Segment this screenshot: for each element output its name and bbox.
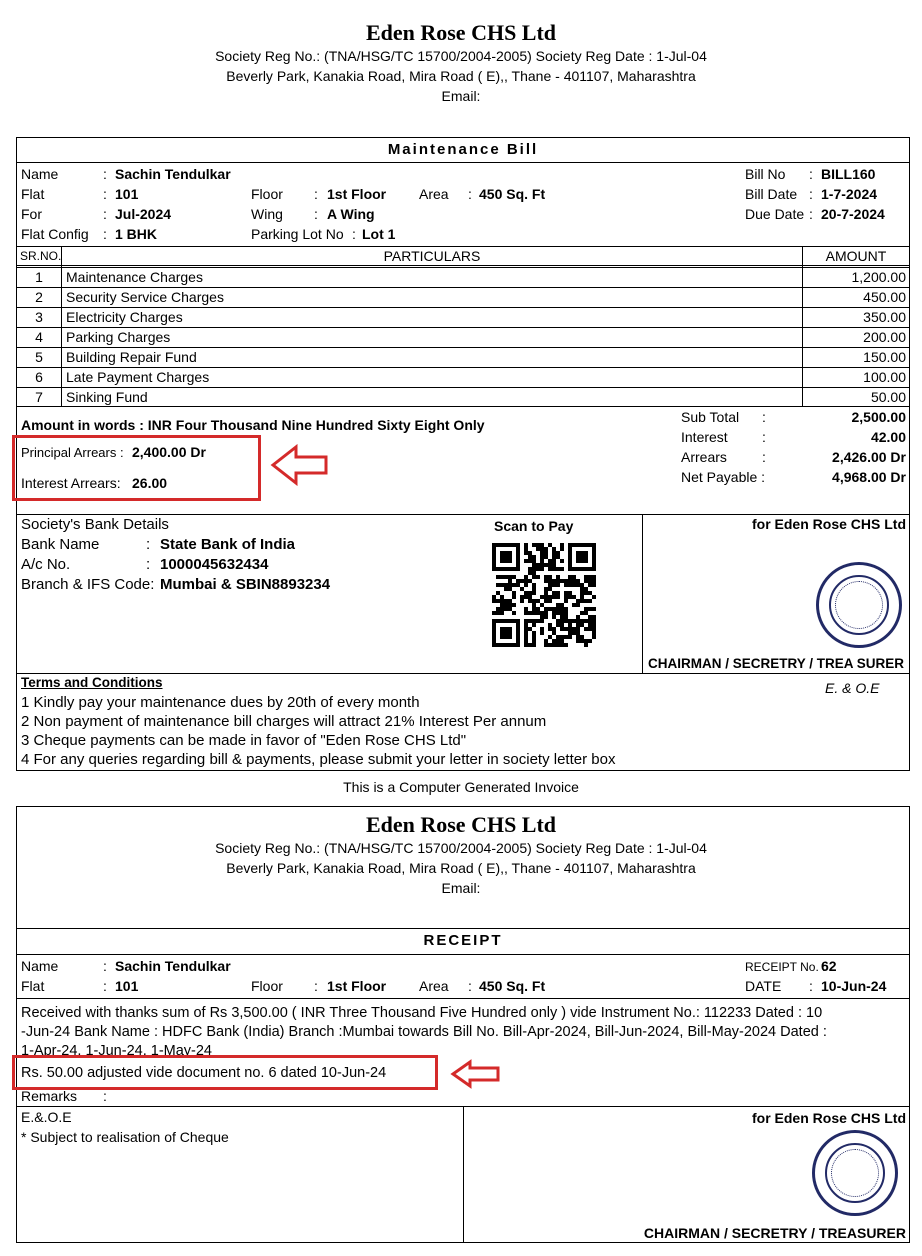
- receipt-flat-value: 101: [115, 978, 139, 994]
- receipt-area-value: 450 Sq. Ft: [479, 978, 546, 994]
- bank-details-title: Society's Bank Details: [21, 516, 169, 533]
- item-particular: Building Repair Fund: [66, 349, 197, 365]
- flat-value: 101: [115, 186, 139, 202]
- col-sr-header: SR.NO.: [20, 249, 62, 263]
- arrears-highlight-box: [12, 435, 261, 501]
- amount-in-words: Amount in words : INR Four Thousand Nine Hundred Sixty Eight Only: [21, 417, 485, 433]
- floor-label: Floor: [251, 186, 283, 202]
- account-no-value: 1000045632434: [160, 556, 269, 573]
- net-payable-value: 4,968.00 Dr: [832, 469, 906, 485]
- term-item: 4 For any queries regarding bill & payments, please submit your letter in society letter box: [21, 751, 616, 768]
- subtotal-value: 2,500.00: [851, 409, 906, 425]
- name-label: Name: [21, 166, 59, 182]
- remarks-label: Remarks: [21, 1088, 78, 1104]
- branch-ifs-value: Mumbai & SBIN8893234: [160, 576, 331, 593]
- net-payable-label: Net Payable :: [681, 469, 766, 485]
- parking-value: Lot 1: [362, 226, 396, 242]
- receipt-body-line-2: -Jun-24 Bank Name : HDFC Bank (India) Branch :Mumbai towards Bill No. Bill-Apr-2024, Bill-Jun-2024, Bill-May-2024 Dated :: [21, 1024, 827, 1040]
- item-sr: 5: [35, 349, 43, 365]
- receipt-name-value: Sachin Tendulkar: [115, 958, 231, 974]
- due-date-label: Due Date: [745, 206, 805, 222]
- for-value: Jul-2024: [115, 206, 172, 222]
- interest-arrears-label: Interest Arrears:: [21, 475, 121, 491]
- receipt-no-label: RECEIPT No. :: [745, 960, 826, 974]
- item-amount: 200.00: [863, 329, 906, 345]
- arrears-value: 2,426.00 Dr: [832, 449, 906, 465]
- item-amount: 450.00: [863, 289, 906, 305]
- receipt-reg-line: Society Reg No.: (TNA/HSG/TC 15700/2004-2005) Society Reg Date : 1-Jul-04: [215, 840, 707, 856]
- scan-to-pay-label: Scan to Pay: [494, 518, 574, 534]
- principal-arrears-label: Principal Arrears :: [21, 445, 124, 460]
- item-particular: Electricity Charges: [66, 309, 183, 325]
- receipt-no-value: 62: [821, 958, 837, 974]
- account-no-label: A/c No.: [21, 556, 71, 573]
- flat-config-label: Flat Config: [21, 226, 89, 242]
- arrow-left-icon-2: [450, 1059, 502, 1089]
- item-amount: 100.00: [863, 369, 906, 385]
- term-item: 1 Kindly pay your maintenance dues by 20th of every month: [21, 694, 420, 711]
- receipt-floor-label: Floor: [251, 978, 283, 994]
- receipt-stamp-seal-icon: [812, 1130, 898, 1216]
- receipt-body-line-1: Received with thanks sum of Rs 3,500.00 ( INR Three Thousand Five Hundred only ) vide Instrument No.: 112233 Dated : 10: [21, 1005, 823, 1021]
- receipt-date-value: 10-Jun-24: [821, 978, 887, 994]
- receipt-flat-label: Flat: [21, 978, 45, 994]
- for-label: For: [21, 206, 42, 222]
- receipt-email: Email:: [441, 880, 481, 896]
- bill-eoe: E. & O.E: [825, 680, 880, 696]
- item-particular: Security Service Charges: [66, 289, 224, 305]
- terms-title: Terms and Conditions: [21, 675, 163, 690]
- item-amount: 1,200.00: [851, 269, 906, 285]
- item-particular: Maintenance Charges: [66, 269, 203, 285]
- adjusted-highlight-box: [12, 1055, 438, 1090]
- arrears-label: Arrears: [681, 449, 727, 465]
- item-sr: 7: [35, 389, 43, 405]
- bill-date-value: 1-7-2024: [821, 186, 878, 202]
- wing-label: Wing: [251, 206, 283, 222]
- area-value: 450 Sq. Ft: [479, 186, 546, 202]
- arrow-left-icon: [270, 444, 330, 486]
- receipt-eoe: E.&.O.E: [21, 1109, 72, 1125]
- society-address: Beverly Park, Kanakia Road, Mira Road ( E),, Thane - 401107, Maharashtra: [226, 68, 696, 84]
- item-sr: 1: [35, 269, 43, 285]
- item-particular: Sinking Fund: [66, 389, 148, 405]
- due-date-value: 20-7-2024: [821, 206, 885, 222]
- name-value: Sachin Tendulkar: [115, 166, 231, 182]
- society-name: Eden Rose CHS Ltd: [365, 20, 557, 45]
- bill-no-value: BILL160: [821, 166, 876, 182]
- adjusted-note: Rs. 50.00 adjusted vide document no. 6 dated 10-Jun-24: [21, 1065, 390, 1081]
- receipt-floor-value: 1st Floor: [327, 978, 387, 994]
- society-reg-line: Society Reg No.: (TNA/HSG/TC 15700/2004-2005) Society Reg Date : 1-Jul-04: [215, 48, 707, 64]
- qr-code-icon[interactable]: [492, 543, 596, 647]
- computer-generated-note: This is a Computer Generated Invoice: [343, 779, 579, 795]
- col-amount-header: AMOUNT: [825, 248, 887, 264]
- receipt-area-label: Area: [419, 978, 449, 994]
- interest-arrears-value: 26.00: [132, 475, 168, 491]
- receipt-for-society: for Eden Rose CHS Ltd: [751, 1110, 906, 1126]
- bill-signatory: CHAIRMAN / SECRETRY / TREA SURER: [648, 656, 905, 671]
- interest-value: 42.00: [870, 429, 906, 445]
- item-particular: Parking Charges: [66, 329, 171, 345]
- receipt-body-line-3: 1-Apr-24, 1-Jun-24, 1-May-24: [21, 1043, 212, 1059]
- bill-for-society: for Eden Rose CHS Ltd: [751, 516, 906, 532]
- bill-no-label: Bill No: [745, 166, 786, 182]
- bill-title: Maintenance Bill: [387, 141, 539, 158]
- floor-value: 1st Floor: [327, 186, 387, 202]
- item-sr: 3: [35, 309, 43, 325]
- cheque-realisation-note: * Subject to realisation of Cheque: [21, 1129, 229, 1145]
- item-sr: 4: [35, 329, 43, 345]
- bank-name-value: State Bank of India: [160, 536, 296, 553]
- parking-label: Parking Lot No: [251, 226, 344, 242]
- receipt-society-name: Eden Rose CHS Ltd: [365, 812, 557, 837]
- area-label: Area: [419, 186, 449, 202]
- term-item: 2 Non payment of maintenance bill charges will attract 21% Interest Per annum: [21, 713, 547, 730]
- item-sr: 2: [35, 289, 43, 305]
- bill-date-label: Bill Date: [745, 186, 798, 202]
- subtotal-label: Sub Total: [681, 409, 740, 425]
- receipt-address: Beverly Park, Kanakia Road, Mira Road ( E),, Thane - 401107, Maharashtra: [226, 860, 696, 876]
- stamp-seal-icon: [816, 562, 902, 648]
- flat-config-value: 1 BHK: [115, 226, 158, 242]
- receipt-signatory: CHAIRMAN / SECRETRY / TREASURER: [643, 1225, 906, 1241]
- item-amount: 50.00: [870, 389, 906, 405]
- bank-name-label: Bank Name: [21, 536, 100, 553]
- receipt-title: RECEIPT: [423, 932, 503, 949]
- item-particular: Late Payment Charges: [66, 369, 210, 385]
- item-sr: 6: [35, 369, 43, 385]
- item-amount: 350.00: [863, 309, 906, 325]
- col-particulars-header: PARTICULARS: [383, 248, 481, 264]
- flat-label: Flat: [21, 186, 45, 202]
- interest-label: Interest: [681, 429, 728, 445]
- principal-arrears-value: 2,400.00 Dr: [132, 444, 206, 460]
- item-amount: 150.00: [863, 349, 906, 365]
- term-item: 3 Cheque payments can be made in favor of "Eden Rose CHS Ltd": [21, 732, 467, 749]
- receipt-date-label: DATE: [745, 978, 782, 994]
- society-email: Email:: [441, 88, 481, 104]
- receipt-name-label: Name: [21, 958, 59, 974]
- branch-ifs-label: Branch & IFS Code:: [21, 576, 155, 593]
- wing-value: A Wing: [327, 206, 375, 222]
